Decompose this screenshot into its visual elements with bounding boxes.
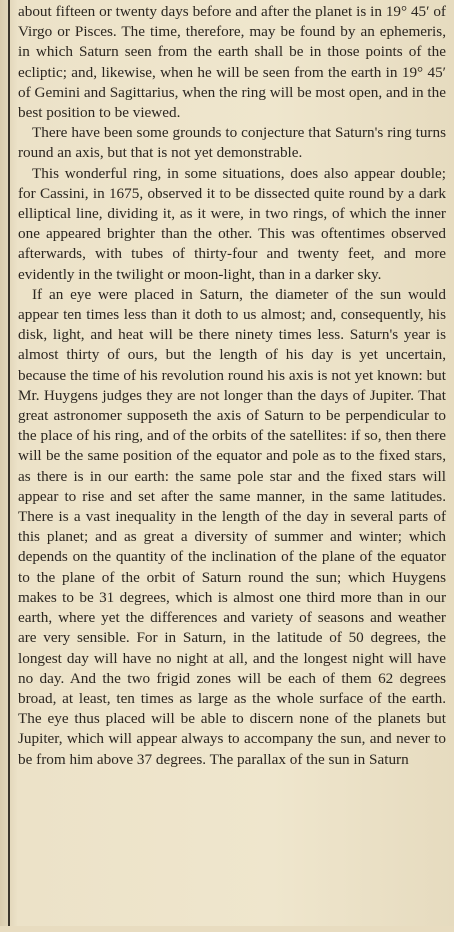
- page-bottom-edge: [0, 926, 454, 932]
- paragraph: There have been some grounds to conjecture that Saturn's ring turns round an axis, but that is not yet demonstrable.: [18, 124, 446, 162]
- paragraph: If an eye were placed in Saturn, the diameter of the sun would appear ten times less than it doth to us almost; and, consequently, his disk, light, and heat will be there ninety times less. Saturn's year is almost thirty of ours, but the length of his day is yet uncertain, because the time of his revolution round his axis is not yet known: but Mr. Huygens judges they are not longer than the days of Jupiter. That great astronomer supposeth the axis of Saturn to be perpendicular to the place of his ring, and of the orbits of the satellites: if so, then there will be the same position of the equator and pole as to the fixed stars, as there is in our earth: the same pole star and the fixed stars will appear to rise and set after the same manner, in the same latitudes. There is a vast inequality in the length of the day in several parts of this planet; and as great a diversity of summer and winter; which depends on the quantity of the inclination of the plane of the equator to the plane of the orbit of Saturn round the sun; which Huygens makes to be 31 degrees, which is almost one third more than in our earth, where yet the differences and variety of seasons and weather are very sensible. For in Saturn, in the latitude of 50 degrees, the longest day will have no night at all, and the longest night will have no day. And the two frigid zones will be each of them 62 degrees broad, at least, ten times as large as the whole surface of the earth. The eye thus placed will be able to discern none of the planets but Jupiter, which will appear always to accompany the sun, and never to be from him above 37 degrees. The parallax of the sun in Saturn: [18, 285, 446, 768]
- body-text: [18, 2, 446, 770]
- paragraph: This wonderful ring, in some situations, does also appear double; for Cassini, in 1675, observed it to be dissected quite round by a dark elliptical line, dividing it, as it were, in two rings, of which the inner one appeared brighter than the other. This was oftentimes observed afterwards, with tubes of thirty-four and twenty feet, and more evidently in the twilight or moon-light, than in a darker sky.: [18, 164, 446, 283]
- paragraph: about fifteen or twenty days before and after the planet is in 19° 45′ of Virgo or Pisces. The time, therefore, may be found by an ephemeris, in which Saturn seen from the earth shall be in those points of the ecliptic; and, likewise, when he will be seen from the earth in 19° 45′ of Gemini and Sagittarius, when the ring will be most open, and in the best position to be viewed.: [18, 3, 446, 122]
- column-rule: [8, 0, 10, 932]
